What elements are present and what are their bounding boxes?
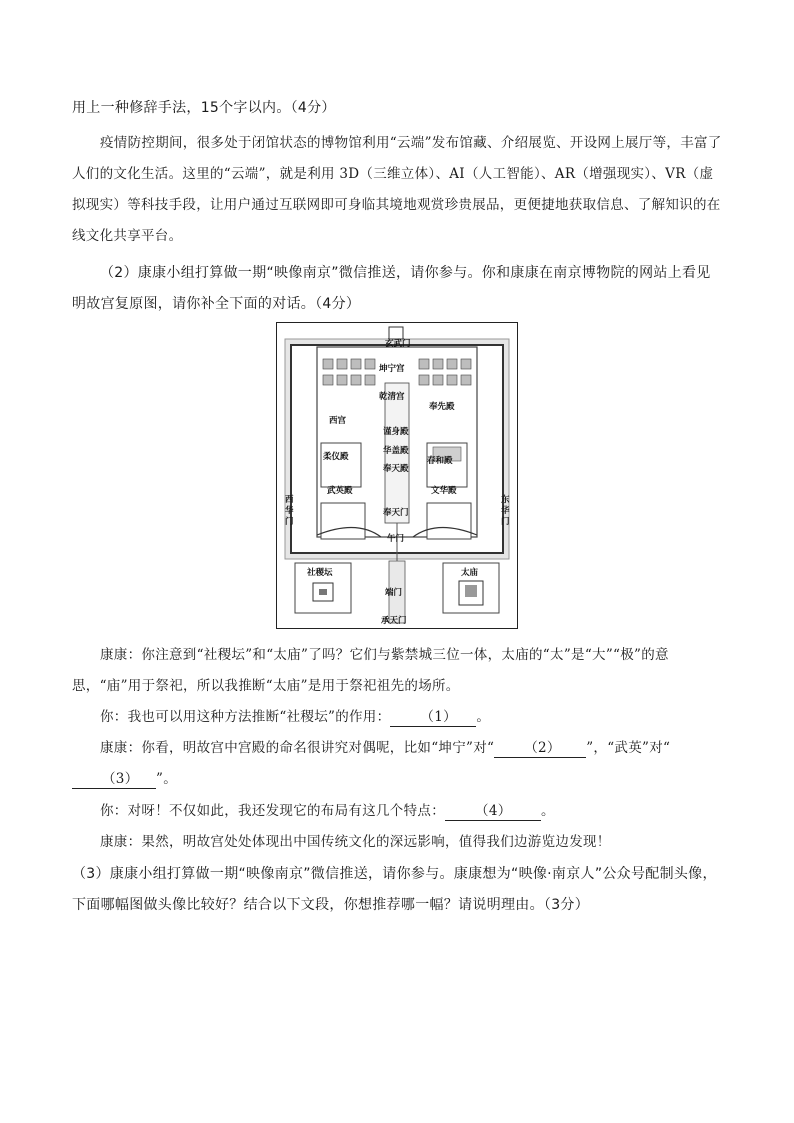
dialogue-text: ”，“武英”对“ — [586, 740, 671, 756]
cloud-paragraph: 疫情防控期间，很多处于闭馆状态的博物馆利用“云端”发布馆藏、介绍展览、开设网上展厅等，丰富了人们的文化生活。这里的“云端”，就是利用 3D（三维立体）、AI（人工智能）、AR（增强现实）、VR（虚拟现实）等科技手段，让用户通过互联网即可身临其境地观赏珍贵展品，更便捷地获取信息、了解知识的在线文化共享平台。 — [72, 135, 722, 244]
dialogue-kangkang-2 — [72, 733, 724, 795]
dialogue-you-2 — [72, 796, 724, 827]
label-chunhe-hall: 春和殿 — [427, 456, 453, 466]
label-xuanwu-gate: 玄武门 — [385, 339, 411, 349]
label-huagai-hall: 华盖殿 — [383, 446, 409, 456]
question-2-intro: （2）康康小组打算做一期“映像南京”微信推送，请你参与。你和康康在南京博物院的网站上看见明故宫复原图，请你补全下面的对话。（4分） — [72, 265, 711, 312]
dialogue-kangkang-3 — [72, 827, 724, 858]
speaker-you: 你： — [100, 803, 128, 819]
label-xihua-gate: 西华门 — [285, 495, 294, 527]
answer-blank-2[interactable]: （2） — [494, 739, 586, 758]
dialogue-text: ”。 — [156, 771, 178, 787]
label-fengxian-hall: 奉先殿 — [429, 402, 455, 412]
speaker-kangkang: 康康： — [100, 740, 142, 756]
palace-plan-figure — [277, 323, 517, 628]
dialogue-punct: 。 — [476, 709, 491, 725]
label-wenhua-hall: 文华殿 — [431, 486, 457, 496]
dialogue-text: 对呀！不仅如此，我还发现它的布局有这几个特点： — [127, 803, 446, 819]
ming-palace-map — [276, 322, 518, 629]
label-fengtian-hall: 奉天殿 — [383, 464, 409, 474]
dialogue-text: 果然，明故宫处处体现出中国传统文化的深远影响，值得我们边游览边发现！ — [141, 834, 611, 850]
label-fengtian-gate: 奉天门 — [383, 508, 409, 518]
dialogue-text: 你看，明故宫中宫殿的命名很讲究对偶呢，比如“坤宁”对“ — [141, 740, 495, 756]
label-taimiao: 太庙 — [461, 568, 479, 578]
dialogue-text: 你注意到“社稷坛”和“太庙”了吗？它们与紫禁城三位一体，太庙的“太”是“大”“极”的意思，“庙”用于祭祀，所以我推断“太庙”是用于祭祀祖先的场所。 — [72, 647, 669, 694]
speaker-kangkang: 康康： — [100, 834, 142, 850]
label-rouyi-hall: 柔仪殿 — [323, 452, 349, 462]
label-qianqing-palace: 乾清宫 — [379, 392, 405, 402]
answer-blank-4[interactable]: （4） — [445, 802, 541, 821]
answer-blank-3[interactable]: （3） — [72, 770, 156, 789]
dialogue-kangkang-1 — [72, 640, 724, 702]
label-wu-gate: 午门 — [387, 534, 405, 544]
question-3: （3）康康小组打算做一期“映像南京”微信推送，请你参与。康康想为“映像·南京人”公众号配制头像，下面哪幅图做头像比较好？结合以下文段，你想推荐哪一幅？请说明理由。（3分） — [72, 866, 717, 913]
label-wuying-hall: 武英殿 — [327, 486, 353, 496]
dialogue-text: 我也可以用这种方法推断“社稷坛”的作用： — [127, 709, 391, 725]
label-sheji-altar: 社稷坛 — [307, 568, 333, 578]
label-chengtian-gate: 承天门 — [381, 616, 407, 626]
label-jinshen-hall: 谨身殿 — [383, 427, 409, 437]
dialogue-punct: 。 — [541, 803, 555, 819]
label-kunning-palace: 坤宁宫 — [379, 364, 405, 374]
speaker-you: 你： — [100, 709, 128, 725]
speaker-kangkang: 康康： — [100, 647, 142, 663]
answer-blank-1[interactable]: （1） — [390, 708, 476, 727]
label-duan-gate: 端门 — [385, 588, 403, 598]
label-donghua-gate: 东华门 — [501, 495, 510, 527]
dialogue-you-1 — [72, 702, 724, 733]
label-west-palace: 西宫 — [329, 416, 347, 426]
question-continuation: 用上一种修辞手法，15个字以内。（4分） — [72, 100, 336, 116]
